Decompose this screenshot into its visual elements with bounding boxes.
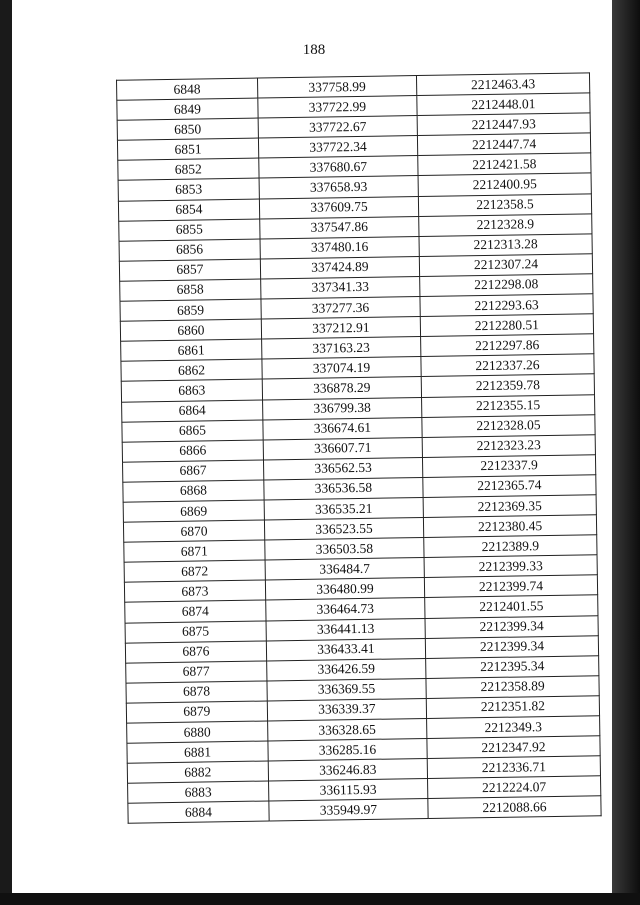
- point-id-cell: 6858: [120, 279, 261, 301]
- x-coordinate-cell: 337722.67: [258, 116, 417, 139]
- point-id-cell: 6875: [125, 621, 266, 643]
- y-coordinate-cell: 2212365.74: [423, 475, 596, 498]
- y-coordinate-cell: 2212448.01: [417, 93, 590, 116]
- point-id-cell: 6863: [121, 379, 262, 401]
- x-coordinate-cell: 336369.55: [267, 678, 426, 701]
- point-id-cell: 6872: [124, 560, 265, 582]
- y-coordinate-cell: 2212447.74: [417, 133, 590, 156]
- x-coordinate-cell: 337277.36: [261, 297, 420, 320]
- x-coordinate-cell: 337722.99: [258, 96, 417, 119]
- x-coordinate-cell: 336484.7: [265, 558, 424, 581]
- point-id-cell: 6880: [127, 721, 268, 743]
- x-coordinate-cell: 336328.65: [267, 718, 426, 741]
- y-coordinate-cell: 2212358.89: [426, 676, 599, 699]
- y-coordinate-cell: 2212293.63: [420, 294, 593, 317]
- y-coordinate-cell: 2212401.55: [425, 595, 598, 618]
- x-coordinate-cell: 336562.53: [263, 457, 422, 480]
- point-id-cell: 6874: [125, 600, 266, 622]
- y-coordinate-cell: 2212395.34: [426, 655, 599, 678]
- x-coordinate-cell: 336878.29: [262, 377, 421, 400]
- point-id-cell: 6884: [128, 801, 269, 823]
- y-coordinate-cell: 2212297.86: [421, 334, 594, 357]
- x-coordinate-cell: 337609.75: [259, 196, 418, 219]
- x-coordinate-cell: 336503.58: [265, 538, 424, 561]
- point-id-cell: 6853: [118, 179, 259, 201]
- point-id-cell: 6877: [126, 661, 267, 683]
- page-number: 188: [302, 42, 326, 58]
- x-coordinate-cell: 335949.97: [269, 799, 428, 822]
- x-coordinate-cell: 337722.34: [258, 136, 417, 159]
- x-coordinate-cell: 336607.71: [263, 437, 422, 460]
- y-coordinate-cell: 2212399.34: [425, 615, 598, 638]
- point-id-cell: 6873: [124, 580, 265, 602]
- x-coordinate-cell: 336426.59: [267, 658, 426, 681]
- x-coordinate-cell: 336536.58: [264, 477, 423, 500]
- y-coordinate-cell: 2212389.9: [424, 535, 597, 558]
- point-id-cell: 6867: [123, 460, 264, 482]
- x-coordinate-cell: 337424.89: [260, 256, 419, 279]
- point-id-cell: 6859: [120, 299, 261, 321]
- point-id-cell: 6883: [128, 781, 269, 803]
- y-coordinate-cell: 2212337.26: [421, 354, 594, 377]
- x-coordinate-cell: 337341.33: [261, 276, 420, 299]
- y-coordinate-cell: 2212347.92: [427, 736, 600, 759]
- y-coordinate-cell: 2212323.23: [422, 434, 595, 457]
- y-coordinate-cell: 2212328.05: [422, 414, 595, 437]
- point-id-cell: 6850: [117, 118, 258, 140]
- x-coordinate-cell: 336433.41: [266, 638, 425, 661]
- y-coordinate-cell: 2212421.58: [418, 153, 591, 176]
- x-coordinate-cell: 337074.19: [262, 357, 421, 380]
- coordinate-table-wrapper: [102, 72, 594, 824]
- x-coordinate-cell: 337658.93: [259, 176, 418, 199]
- y-coordinate-cell: 2212359.78: [421, 374, 594, 397]
- point-id-cell: 6864: [122, 400, 263, 422]
- y-coordinate-cell: 2212349.3: [427, 716, 600, 739]
- y-coordinate-cell: 2212447.93: [417, 113, 590, 136]
- coordinate-table: [116, 72, 602, 824]
- point-id-cell: 6869: [123, 500, 264, 522]
- point-id-cell: 6861: [121, 339, 262, 361]
- point-id-cell: 6851: [117, 138, 258, 160]
- y-coordinate-cell: 2212399.34: [425, 635, 598, 658]
- point-id-cell: 6868: [123, 480, 264, 502]
- document-page: [12, 0, 616, 905]
- y-coordinate-cell: 2212351.82: [426, 696, 599, 719]
- y-coordinate-cell: 2212313.28: [419, 234, 592, 257]
- y-coordinate-cell: 2212298.08: [420, 274, 593, 297]
- y-coordinate-cell: 2212380.45: [423, 515, 596, 538]
- point-id-cell: 6862: [121, 359, 262, 381]
- y-coordinate-cell: 2212399.74: [424, 575, 597, 598]
- x-coordinate-cell: 336285.16: [268, 739, 427, 762]
- x-coordinate-cell: 337163.23: [261, 337, 420, 360]
- x-coordinate-cell: 336441.13: [266, 618, 425, 641]
- point-id-cell: 6865: [122, 420, 263, 442]
- x-coordinate-cell: 337212.91: [261, 317, 420, 340]
- y-coordinate-cell: 2212400.95: [418, 173, 591, 196]
- point-id-cell: 6856: [119, 239, 260, 261]
- x-coordinate-cell: 336799.38: [262, 397, 421, 420]
- point-id-cell: 6849: [117, 98, 258, 120]
- scan-edge-right: [612, 0, 640, 905]
- y-coordinate-cell: 2212337.9: [422, 455, 595, 478]
- y-coordinate-cell: 2212358.5: [418, 193, 591, 216]
- point-id-cell: 6881: [127, 741, 268, 763]
- point-id-cell: 6854: [118, 199, 259, 221]
- scan-edge-bottom: [0, 893, 640, 905]
- x-coordinate-cell: 337547.86: [260, 216, 419, 239]
- point-id-cell: 6882: [127, 761, 268, 783]
- point-id-cell: 6879: [126, 701, 267, 723]
- point-id-cell: 6860: [120, 319, 261, 341]
- y-coordinate-cell: 2212224.07: [428, 776, 601, 799]
- point-id-cell: 6848: [117, 78, 258, 100]
- y-coordinate-cell: 2212280.51: [420, 314, 593, 337]
- point-id-cell: 6852: [118, 158, 259, 180]
- x-coordinate-cell: 336674.61: [263, 417, 422, 440]
- x-coordinate-cell: 337680.67: [259, 156, 418, 179]
- x-coordinate-cell: 337758.99: [257, 76, 416, 99]
- x-coordinate-cell: 336246.83: [268, 759, 427, 782]
- x-coordinate-cell: 336115.93: [268, 779, 427, 802]
- x-coordinate-cell: 336523.55: [264, 518, 423, 541]
- point-id-cell: 6878: [126, 681, 267, 703]
- y-coordinate-cell: 2212328.9: [419, 213, 592, 236]
- coordinate-table-body: [117, 73, 602, 824]
- point-id-cell: 6855: [119, 219, 260, 241]
- y-coordinate-cell: 2212336.71: [427, 756, 600, 779]
- point-id-cell: 6871: [124, 540, 265, 562]
- y-coordinate-cell: 2212399.33: [424, 555, 597, 578]
- x-coordinate-cell: 336480.99: [265, 578, 424, 601]
- point-id-cell: 6876: [125, 641, 266, 663]
- y-coordinate-cell: 2212355.15: [422, 394, 595, 417]
- point-id-cell: 6870: [123, 520, 264, 542]
- x-coordinate-cell: 337480.16: [260, 236, 419, 259]
- x-coordinate-cell: 336464.73: [266, 598, 425, 621]
- y-coordinate-cell: 2212307.24: [419, 254, 592, 277]
- x-coordinate-cell: 336339.37: [267, 698, 426, 721]
- x-coordinate-cell: 336535.21: [264, 497, 423, 520]
- point-id-cell: 6866: [122, 440, 263, 462]
- y-coordinate-cell: 2212088.66: [428, 796, 601, 819]
- point-id-cell: 6857: [119, 259, 260, 281]
- y-coordinate-cell: 2212369.35: [423, 495, 596, 518]
- y-coordinate-cell: 2212463.43: [416, 73, 589, 96]
